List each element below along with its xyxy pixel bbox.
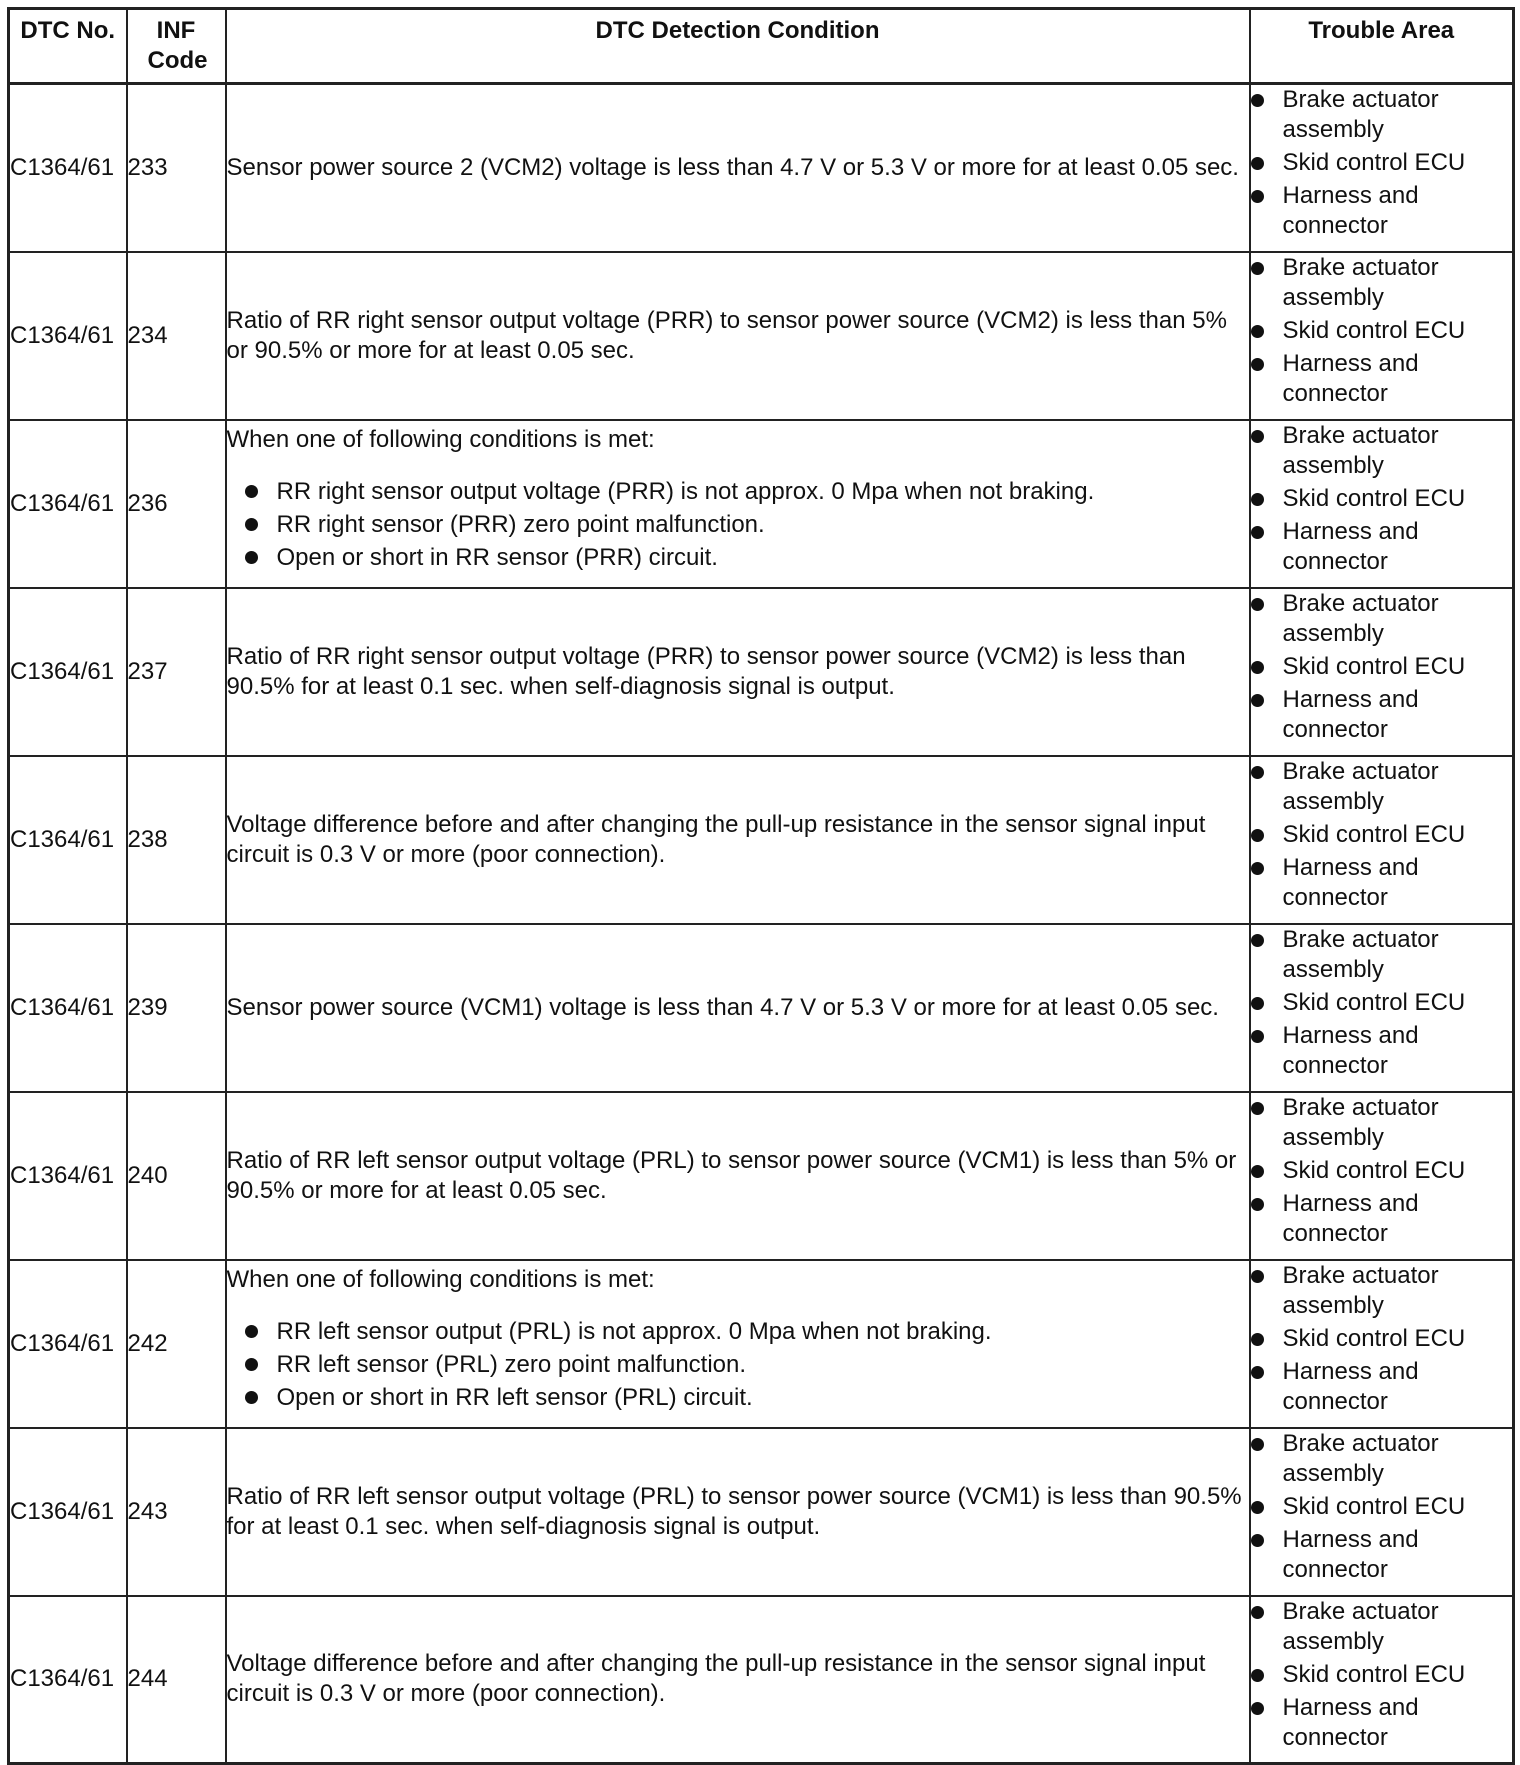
bullet-icon	[1251, 598, 1264, 611]
dtc-number: C1364/61	[9, 420, 127, 588]
inf-code: 244	[127, 1596, 226, 1764]
trouble-area-item	[1251, 517, 1513, 577]
dtc-number: C1364/61	[9, 1092, 127, 1260]
trouble-area-text: Skid control ECU	[1282, 316, 1466, 344]
inf-code: 239	[127, 924, 226, 1092]
header-inf-code: INF Code	[127, 9, 226, 84]
inf-code: 236	[127, 420, 226, 588]
condition-text: Ratio of RR right sensor output voltage (PRR) to sensor power source (VCM2) is less than 90.5% for at least 0.1 sec. when self-diagnosis signal is output.	[226, 642, 1186, 700]
trouble-area	[1250, 1596, 1514, 1764]
bullet-icon	[1251, 694, 1264, 707]
condition-item-text: Open or short in RR left sensor (PRL) circuit.	[276, 1383, 753, 1411]
trouble-area-text: Brake actuator assembly	[1282, 757, 1439, 815]
trouble-area-text: Brake actuator assembly	[1282, 1093, 1439, 1151]
bullet-icon	[1251, 997, 1264, 1010]
trouble-area-text: Brake actuator assembly	[1282, 253, 1439, 311]
inf-code: 234	[127, 252, 226, 420]
dtc-number: C1364/61	[9, 1428, 127, 1596]
trouble-area-item	[1251, 1525, 1513, 1585]
condition-text: Ratio of RR left sensor output voltage (PRL) to sensor power source (VCM1) is less than 5% or 90.5% or more for at least 0.05 sec.	[226, 1146, 1237, 1204]
inf-code: 237	[127, 588, 226, 756]
bullet-icon	[1251, 526, 1264, 539]
detection-condition	[226, 84, 1250, 252]
trouble-area-item	[1251, 1189, 1513, 1249]
dtc-number: C1364/61	[9, 84, 127, 252]
trouble-area-item	[1251, 1693, 1513, 1753]
bullet-icon	[1251, 262, 1264, 275]
trouble-area-item	[1251, 1156, 1513, 1186]
trouble-area-text: Harness and connector	[1282, 685, 1419, 743]
condition-item-text: RR right sensor output voltage (PRR) is not approx. 0 Mpa when not braking.	[276, 477, 1095, 505]
condition-text: Voltage difference before and after changing the pull-up resistance in the sensor signal input circuit is 0.3 V or more (poor connection).	[226, 810, 1206, 868]
condition-text: Sensor power source 2 (VCM2) voltage is less than 4.7 V or 5.3 V or more for at least 0.05 sec.	[226, 153, 1239, 181]
trouble-area-list	[1251, 253, 1513, 409]
trouble-area-item	[1251, 1429, 1513, 1489]
table-row	[9, 924, 1514, 1092]
bullet-icon	[1251, 1030, 1264, 1043]
bullet-icon	[1251, 1102, 1264, 1115]
bullet-icon	[245, 551, 258, 564]
trouble-area-text: Brake actuator assembly	[1282, 1261, 1439, 1319]
bullet-icon	[245, 1391, 258, 1404]
bullet-icon	[1251, 1702, 1264, 1715]
trouble-area-list	[1251, 421, 1513, 577]
bullet-icon	[245, 485, 258, 498]
table-header-row	[9, 9, 1514, 84]
dtc-number: C1364/61	[9, 588, 127, 756]
condition-item-text: RR left sensor (PRL) zero point malfunction.	[276, 1350, 747, 1378]
table-body	[9, 84, 1514, 1764]
condition-text: Ratio of RR left sensor output voltage (PRL) to sensor power source (VCM1) is less than 90.5% for at least 0.1 sec. when self-diagnosis signal is output.	[226, 1482, 1242, 1540]
bullet-icon	[1251, 829, 1264, 842]
header-dtc-no: DTC No.	[9, 9, 127, 84]
trouble-area-text: Brake actuator assembly	[1282, 421, 1439, 479]
bullet-icon	[1251, 157, 1264, 170]
detection-condition	[226, 924, 1250, 1092]
trouble-area-text: Skid control ECU	[1282, 1156, 1466, 1184]
bullet-icon	[1251, 1165, 1264, 1178]
trouble-area-item	[1251, 484, 1513, 514]
trouble-area-text: Skid control ECU	[1282, 652, 1466, 680]
trouble-area-item	[1251, 316, 1513, 346]
detection-condition	[226, 1092, 1250, 1260]
detection-condition	[226, 252, 1250, 420]
trouble-area-text: Harness and connector	[1282, 1189, 1419, 1247]
table-row	[9, 588, 1514, 756]
header-detection-condition: DTC Detection Condition	[226, 9, 1250, 84]
bullet-icon	[1251, 1333, 1264, 1346]
bullet-icon	[245, 518, 258, 531]
header-trouble-area: Trouble Area	[1250, 9, 1514, 84]
condition-item-text: RR right sensor (PRR) zero point malfunction.	[276, 510, 765, 538]
condition-item-text: RR left sensor output (PRL) is not approx. 0 Mpa when not braking.	[276, 1317, 992, 1345]
bullet-icon	[245, 1358, 258, 1371]
inf-code: 243	[127, 1428, 226, 1596]
condition-text: Sensor power source (VCM1) voltage is less than 4.7 V or 5.3 V or more for at least 0.05 sec.	[226, 993, 1219, 1021]
trouble-area-list	[1251, 1261, 1513, 1417]
trouble-area-text: Skid control ECU	[1282, 1324, 1466, 1352]
trouble-area-text: Brake actuator assembly	[1282, 86, 1439, 143]
condition-text: Ratio of RR right sensor output voltage (PRR) to sensor power source (VCM2) is less than 5% or 90.5% or more for at least 0.05 sec.	[226, 306, 1227, 364]
bullet-icon	[1251, 1198, 1264, 1211]
table-row	[9, 252, 1514, 420]
condition-item	[245, 1348, 1249, 1381]
bullet-icon	[1251, 1501, 1264, 1514]
bullet-icon	[1251, 862, 1264, 875]
trouble-area-item	[1251, 652, 1513, 682]
trouble-area-text: Skid control ECU	[1282, 988, 1466, 1016]
trouble-area-item	[1251, 1261, 1513, 1321]
table-row	[9, 1092, 1514, 1260]
condition-list	[227, 1315, 1249, 1414]
inf-code: 238	[127, 756, 226, 924]
condition-item	[245, 508, 1249, 541]
trouble-area-item	[1251, 1597, 1513, 1657]
bullet-icon	[245, 1325, 258, 1338]
trouble-area-list	[1251, 757, 1513, 913]
trouble-area-text: Harness and connector	[1282, 853, 1419, 911]
trouble-area-item	[1251, 1357, 1513, 1417]
trouble-area-list	[1251, 925, 1513, 1081]
trouble-area-text: Harness and connector	[1282, 1693, 1419, 1751]
table-row	[9, 1428, 1514, 1596]
dtc-number: C1364/61	[9, 924, 127, 1092]
condition-intro: When one of following conditions is met:	[226, 425, 655, 453]
trouble-area-text: Brake actuator assembly	[1282, 1597, 1439, 1655]
trouble-area-item	[1251, 1324, 1513, 1354]
trouble-area-item	[1251, 685, 1513, 745]
trouble-area	[1250, 1260, 1514, 1428]
bullet-icon	[1251, 325, 1264, 338]
detection-condition	[226, 588, 1250, 756]
bullet-icon	[1251, 1366, 1264, 1379]
trouble-area	[1250, 420, 1514, 588]
inf-code: 242	[127, 1260, 226, 1428]
trouble-area-text: Harness and connector	[1282, 517, 1419, 575]
detection-condition	[226, 1260, 1250, 1428]
dtc-number: C1364/61	[9, 252, 127, 420]
trouble-area-list	[1251, 1429, 1513, 1585]
trouble-area-item	[1251, 253, 1513, 313]
condition-item	[245, 1315, 1249, 1348]
dtc-number: C1364/61	[9, 1260, 127, 1428]
trouble-area-item	[1251, 85, 1513, 145]
trouble-area-text: Harness and connector	[1282, 182, 1419, 239]
bullet-icon	[1251, 190, 1264, 203]
trouble-area-text: Brake actuator assembly	[1282, 1429, 1439, 1487]
trouble-area-text: Harness and connector	[1282, 1525, 1419, 1583]
trouble-area-item	[1251, 853, 1513, 913]
table-row	[9, 1260, 1514, 1428]
trouble-area	[1250, 588, 1514, 756]
trouble-area-item	[1251, 988, 1513, 1018]
trouble-area-item	[1251, 820, 1513, 850]
trouble-area-item	[1251, 181, 1513, 241]
condition-item	[245, 1381, 1249, 1414]
bullet-icon	[1251, 1669, 1264, 1682]
trouble-area-text: Harness and connector	[1282, 1021, 1419, 1079]
condition-item-text: Open or short in RR sensor (PRR) circuit.	[276, 543, 718, 571]
table-row	[9, 1596, 1514, 1764]
bullet-icon	[1251, 1606, 1264, 1619]
trouble-area-text: Harness and connector	[1282, 1357, 1419, 1415]
inf-code: 233	[127, 84, 226, 252]
table-row	[9, 420, 1514, 588]
trouble-area-item	[1251, 421, 1513, 481]
condition-item	[245, 475, 1249, 508]
trouble-area-item	[1251, 925, 1513, 985]
bullet-icon	[1251, 934, 1264, 947]
trouble-area-list	[1251, 85, 1513, 241]
trouble-area-text: Skid control ECU	[1282, 1492, 1466, 1520]
bullet-icon	[1251, 1270, 1264, 1283]
trouble-area-item	[1251, 757, 1513, 817]
trouble-area-item	[1251, 1093, 1513, 1153]
trouble-area-item	[1251, 1021, 1513, 1081]
bullet-icon	[1251, 493, 1264, 506]
trouble-area-text: Skid control ECU	[1282, 149, 1466, 176]
dtc-number: C1364/61	[9, 1596, 127, 1764]
bullet-icon	[1251, 94, 1264, 107]
trouble-area	[1250, 84, 1514, 252]
trouble-area-list	[1251, 1093, 1513, 1249]
trouble-area-item	[1251, 1660, 1513, 1690]
detection-condition	[226, 1428, 1250, 1596]
bullet-icon	[1251, 358, 1264, 371]
trouble-area-item	[1251, 349, 1513, 409]
table-row	[9, 756, 1514, 924]
trouble-area-item	[1251, 1492, 1513, 1522]
bullet-icon	[1251, 766, 1264, 779]
detection-condition	[226, 756, 1250, 924]
bullet-icon	[1251, 1438, 1264, 1451]
bullet-icon	[1251, 1534, 1264, 1547]
trouble-area-text: Skid control ECU	[1282, 820, 1466, 848]
table-row	[9, 84, 1514, 252]
trouble-area	[1250, 1428, 1514, 1596]
detection-condition	[226, 420, 1250, 588]
trouble-area-text: Brake actuator assembly	[1282, 925, 1439, 983]
trouble-area-text: Skid control ECU	[1282, 484, 1466, 512]
detection-condition	[226, 1596, 1250, 1764]
condition-intro: When one of following conditions is met:	[226, 1265, 655, 1293]
trouble-area-item	[1251, 148, 1513, 178]
bullet-icon	[1251, 661, 1264, 674]
dtc-number: C1364/61	[9, 756, 127, 924]
trouble-area-text: Harness and connector	[1282, 349, 1419, 407]
trouble-area-list	[1251, 1597, 1513, 1753]
trouble-area-text: Skid control ECU	[1282, 1660, 1466, 1688]
inf-code: 240	[127, 1092, 226, 1260]
trouble-area	[1250, 1092, 1514, 1260]
trouble-area	[1250, 924, 1514, 1092]
trouble-area-text: Brake actuator assembly	[1282, 589, 1439, 647]
trouble-area	[1250, 252, 1514, 420]
trouble-area-item	[1251, 589, 1513, 649]
condition-list	[227, 475, 1249, 574]
trouble-area	[1250, 756, 1514, 924]
condition-text: Voltage difference before and after changing the pull-up resistance in the sensor signal input circuit is 0.3 V or more (poor connection).	[226, 1650, 1206, 1708]
trouble-area-list	[1251, 589, 1513, 745]
dtc-table	[7, 7, 1515, 1765]
condition-item	[245, 541, 1249, 574]
bullet-icon	[1251, 430, 1264, 443]
